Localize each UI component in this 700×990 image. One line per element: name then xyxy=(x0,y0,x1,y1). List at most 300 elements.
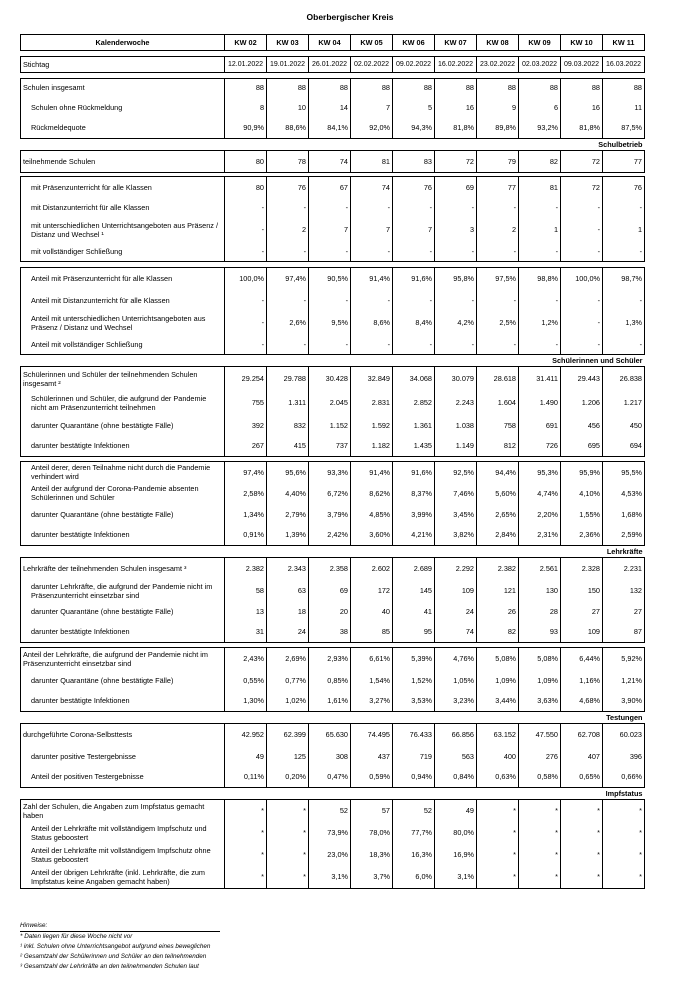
cell-value: 97,4% xyxy=(225,462,267,483)
cell-value: 91,4% xyxy=(351,462,393,483)
row-label: darunter Lehrkräfte, die aufgrund der Pandemie nicht im Präsenzunterricht einsetzbar sind xyxy=(21,580,225,602)
cell-value: 77 xyxy=(477,177,519,198)
row-label: Lehrkräfte der teilnehmenden Schulen insgesamt ³ xyxy=(21,558,225,580)
cell-value: 2,36% xyxy=(561,525,603,546)
cell-value: - xyxy=(435,198,477,218)
cell-value: 73,9% xyxy=(309,822,351,844)
cell-value: - xyxy=(393,290,435,311)
cell-value: 72 xyxy=(435,151,477,173)
cell-value: - xyxy=(603,198,645,218)
cell-value: 95,3% xyxy=(519,462,561,483)
cell-value: 1 xyxy=(519,218,561,242)
cell-value: * xyxy=(477,822,519,844)
cell-value: 72 xyxy=(561,177,603,198)
cell-value: 2 xyxy=(267,218,309,242)
cell-value: 78 xyxy=(267,151,309,173)
cell-value: - xyxy=(225,311,267,335)
cell-value: 2.602 xyxy=(351,558,393,580)
cell-value: 1,39% xyxy=(267,525,309,546)
cell-value: 87 xyxy=(603,622,645,643)
cell-value: - xyxy=(477,335,519,355)
cell-value: * xyxy=(561,866,603,889)
row-label: Anteil der positiven Testergebnisse xyxy=(21,767,225,788)
column-header-week: KW 07 xyxy=(435,35,477,51)
cell-value: 3,53% xyxy=(393,691,435,712)
footnote: ³ Gesamtzahl der Lehrkräfte an den teilnehmenden Schulen laut xyxy=(20,963,199,970)
cell-value: 69 xyxy=(435,177,477,198)
cell-value: 8 xyxy=(225,97,267,118)
stichtag-date: 16.02.2022 xyxy=(435,57,477,73)
cell-value: 4,76% xyxy=(435,648,477,670)
section-row xyxy=(21,712,645,724)
cell-value: 91,6% xyxy=(393,462,435,483)
stichtag-date: 02.03.2022 xyxy=(519,57,561,73)
cell-value: 9,5% xyxy=(309,311,351,335)
table-row xyxy=(21,822,645,844)
cell-value: 832 xyxy=(267,415,309,436)
cell-value: 132 xyxy=(603,580,645,602)
cell-value: 2,6% xyxy=(267,311,309,335)
cell-value: 88 xyxy=(225,79,267,97)
cell-value: 32.849 xyxy=(351,367,393,391)
cell-value: 29.788 xyxy=(267,367,309,391)
cell-value: * xyxy=(603,800,645,822)
row-label: mit Distanzunterricht für alle Klassen xyxy=(21,198,225,218)
cell-value: 29.254 xyxy=(225,367,267,391)
cell-value: - xyxy=(309,335,351,355)
cell-value: * xyxy=(561,844,603,866)
cell-value: 98,7% xyxy=(603,268,645,290)
row-label: darunter bestätigte Infektionen xyxy=(21,525,225,546)
cell-value: 7 xyxy=(351,97,393,118)
cell-value: 97,5% xyxy=(477,268,519,290)
cell-value: 2.852 xyxy=(393,391,435,415)
cell-value: 95,8% xyxy=(435,268,477,290)
cell-value: 4,85% xyxy=(351,504,393,525)
cell-value: 2.831 xyxy=(351,391,393,415)
cell-value: - xyxy=(477,242,519,262)
cell-value: 1.217 xyxy=(603,391,645,415)
cell-value: - xyxy=(561,311,603,335)
cell-value: - xyxy=(393,198,435,218)
cell-value: 8,37% xyxy=(393,483,435,504)
table-row xyxy=(21,415,645,436)
row-label: Anteil mit Distanzunterricht für alle Klassen xyxy=(21,290,225,311)
cell-value: - xyxy=(267,242,309,262)
cell-value: 2,79% xyxy=(267,504,309,525)
stichtag-date: 02.02.2022 xyxy=(351,57,393,73)
cell-value: 1,3% xyxy=(603,311,645,335)
cell-value: 77,7% xyxy=(393,822,435,844)
cell-value: 6,72% xyxy=(309,483,351,504)
cell-value: 1,30% xyxy=(225,691,267,712)
cell-value: 95,5% xyxy=(603,462,645,483)
cell-value: 4,68% xyxy=(561,691,603,712)
section-title-impfstatus: Impfstatus xyxy=(605,789,643,798)
cell-value: 2,31% xyxy=(519,525,561,546)
table-row xyxy=(21,118,645,139)
row-label: Anteil mit Präsenzunterricht für alle Klassen xyxy=(21,268,225,290)
cell-value: * xyxy=(225,800,267,822)
cell-value: 2.689 xyxy=(393,558,435,580)
cell-value: 18,3% xyxy=(351,844,393,866)
cell-value: - xyxy=(561,218,603,242)
cell-value: 2.358 xyxy=(309,558,351,580)
cell-value: 5,08% xyxy=(477,648,519,670)
row-label: Schulen ohne Rückmeldung xyxy=(21,97,225,118)
cell-value: 94,4% xyxy=(477,462,519,483)
cell-value: 1,02% xyxy=(267,691,309,712)
cell-value: 94,3% xyxy=(393,118,435,139)
row-label: Anteil mit unterschiedlichen Unterrichtsangeboten aus Präsenz / Distanz und Wechsel xyxy=(21,311,225,335)
cell-value: 2.382 xyxy=(225,558,267,580)
cell-value: 92,0% xyxy=(351,118,393,139)
table-row xyxy=(21,844,645,866)
cell-value: 407 xyxy=(561,746,603,767)
cell-value: 42.952 xyxy=(225,724,267,746)
cell-value: 437 xyxy=(351,746,393,767)
cell-value: 52 xyxy=(309,800,351,822)
cell-value: 7,46% xyxy=(435,483,477,504)
table-row xyxy=(21,335,645,355)
cell-value: 400 xyxy=(477,746,519,767)
cell-value: 82 xyxy=(477,622,519,643)
cell-value: 80,0% xyxy=(435,822,477,844)
footnote-heading: Hinweise: xyxy=(20,922,48,929)
cell-value: 0,55% xyxy=(225,670,267,691)
cell-value: - xyxy=(477,198,519,218)
cell-value: 0,65% xyxy=(561,767,603,788)
cell-value: 1,68% xyxy=(603,504,645,525)
row-label: Anteil der übrigen Lehrkräfte (inkl. Lehrkräfte, die zum Impfstatus keine Angaben gemacht haben) xyxy=(21,866,225,889)
section-title-schueler: Schülerinnen und Schüler xyxy=(552,356,643,365)
cell-value: 0,20% xyxy=(267,767,309,788)
column-header-week: KW 06 xyxy=(393,35,435,51)
section-row xyxy=(21,788,645,800)
cell-value: 5 xyxy=(393,97,435,118)
column-header-week: KW 05 xyxy=(351,35,393,51)
cell-value: - xyxy=(393,335,435,355)
stichtag-date: 12.01.2022 xyxy=(225,57,267,73)
cell-value: 3,1% xyxy=(309,866,351,889)
section-title-testungen: Testungen xyxy=(606,713,643,722)
cell-value: 1.604 xyxy=(477,391,519,415)
cell-value: 0,47% xyxy=(309,767,351,788)
column-header-week: KW 08 xyxy=(477,35,519,51)
cell-value: 1,52% xyxy=(393,670,435,691)
cell-value: 89,8% xyxy=(477,118,519,139)
cell-value: 88,6% xyxy=(267,118,309,139)
cell-value: * xyxy=(477,844,519,866)
cell-value: 30.079 xyxy=(435,367,477,391)
cell-value: - xyxy=(351,335,393,355)
cell-value: - xyxy=(603,335,645,355)
cell-value: 14 xyxy=(309,97,351,118)
cell-value: 121 xyxy=(477,580,519,602)
cell-value: 0,59% xyxy=(351,767,393,788)
column-header-week: KW 04 xyxy=(309,35,351,51)
cell-value: - xyxy=(519,335,561,355)
stichtag-row xyxy=(21,57,645,73)
cell-value: 16 xyxy=(435,97,477,118)
cell-value: * xyxy=(267,866,309,889)
cell-value: 92,5% xyxy=(435,462,477,483)
cell-value: 1.149 xyxy=(435,436,477,457)
section-row xyxy=(21,139,645,151)
cell-value: * xyxy=(561,800,603,822)
stichtag-label: Stichtag xyxy=(21,57,225,73)
cell-value: 7 xyxy=(309,218,351,242)
table-row xyxy=(21,558,645,580)
cell-value: 0,91% xyxy=(225,525,267,546)
section-row xyxy=(21,355,645,367)
row-label: mit Präsenzunterricht für alle Klassen xyxy=(21,177,225,198)
cell-value: 6,61% xyxy=(351,648,393,670)
cell-value: * xyxy=(519,844,561,866)
cell-value: 62.708 xyxy=(561,724,603,746)
table-row xyxy=(21,746,645,767)
cell-value: 1.592 xyxy=(351,415,393,436)
cell-value: 9 xyxy=(477,97,519,118)
cell-value: 88 xyxy=(309,79,351,97)
cell-value: 74 xyxy=(435,622,477,643)
cell-value: 76 xyxy=(393,177,435,198)
row-label: Schulen insgesamt xyxy=(21,79,225,97)
table-row xyxy=(21,218,645,242)
row-label: Anteil der aufgrund der Corona-Pandemie absenten Schülerinnen und Schüler xyxy=(21,483,225,504)
cell-value: * xyxy=(603,866,645,889)
cell-value: 62.399 xyxy=(267,724,309,746)
column-header-week: KW 09 xyxy=(519,35,561,51)
table-row xyxy=(21,504,645,525)
cell-value: 392 xyxy=(225,415,267,436)
cell-value: 24 xyxy=(267,622,309,643)
table-row xyxy=(21,800,645,822)
table-row xyxy=(21,436,645,457)
cell-value: 76 xyxy=(267,177,309,198)
cell-value: 67 xyxy=(309,177,351,198)
cell-value: - xyxy=(561,198,603,218)
cell-value: 81,8% xyxy=(561,118,603,139)
cell-value: 65.630 xyxy=(309,724,351,746)
cell-value: 3,1% xyxy=(435,866,477,889)
cell-value: * xyxy=(267,844,309,866)
stichtag-date: 23.02.2022 xyxy=(477,57,519,73)
table-row xyxy=(21,670,645,691)
cell-value: 13 xyxy=(225,602,267,622)
cell-value: 40 xyxy=(351,602,393,622)
cell-value: 93,3% xyxy=(309,462,351,483)
row-label: Anteil derer, deren Teilnahme nicht durch die Pandemie verhindert wird xyxy=(21,462,225,483)
stichtag-date: 26.01.2022 xyxy=(309,57,351,73)
cell-value: 2,59% xyxy=(603,525,645,546)
cell-value: - xyxy=(393,242,435,262)
cell-value: 29.443 xyxy=(561,367,603,391)
data-table xyxy=(20,34,645,889)
cell-value: 97,4% xyxy=(267,268,309,290)
cell-value: 2,58% xyxy=(225,483,267,504)
cell-value: 49 xyxy=(225,746,267,767)
cell-value: 91,6% xyxy=(393,268,435,290)
stichtag-date: 19.01.2022 xyxy=(267,57,309,73)
cell-value: 100,0% xyxy=(561,268,603,290)
cell-value: 7 xyxy=(351,218,393,242)
row-label: darunter Quarantäne (ohne bestätigte Fälle) xyxy=(21,504,225,525)
cell-value: 2.243 xyxy=(435,391,477,415)
cell-value: 172 xyxy=(351,580,393,602)
cell-value: 24 xyxy=(435,602,477,622)
cell-value: 758 xyxy=(477,415,519,436)
cell-value: 91,4% xyxy=(351,268,393,290)
cell-value: 6 xyxy=(519,97,561,118)
row-label: Rückmeldequote xyxy=(21,118,225,139)
cell-value: 10 xyxy=(267,97,309,118)
stichtag-date: 16.03.2022 xyxy=(603,57,645,73)
table-row xyxy=(21,79,645,97)
cell-value: 2,84% xyxy=(477,525,519,546)
cell-value: 109 xyxy=(561,622,603,643)
cell-value: 74.495 xyxy=(351,724,393,746)
section-title-lehrkraefte: Lehrkräfte xyxy=(606,547,643,556)
cell-value: 88 xyxy=(351,79,393,97)
cell-value: 3,63% xyxy=(519,691,561,712)
table-row xyxy=(21,602,645,622)
cell-value: 88 xyxy=(603,79,645,97)
cell-value: 2,42% xyxy=(309,525,351,546)
cell-value: * xyxy=(267,822,309,844)
cell-value: 57 xyxy=(351,800,393,822)
cell-value: 83 xyxy=(393,151,435,173)
cell-value: 267 xyxy=(225,436,267,457)
column-header-week: KW 03 xyxy=(267,35,309,51)
cell-value: 5,92% xyxy=(603,648,645,670)
cell-value: 3,79% xyxy=(309,504,351,525)
row-label: Anteil der Lehrkräfte mit vollständigem Impfschutz ohne Status geboostert xyxy=(21,844,225,866)
row-label: darunter bestätigte Infektionen xyxy=(21,691,225,712)
cell-value: 87,5% xyxy=(603,118,645,139)
page-title: Oberbergischer Kreis xyxy=(306,12,394,22)
cell-value: - xyxy=(267,335,309,355)
row-label: durchgeführte Corona-Selbsttests xyxy=(21,724,225,746)
cell-value: 90,9% xyxy=(225,118,267,139)
cell-value: 4,74% xyxy=(519,483,561,504)
cell-value: 3,82% xyxy=(435,525,477,546)
cell-value: - xyxy=(351,242,393,262)
cell-value: 72 xyxy=(561,151,603,173)
cell-value: 66.856 xyxy=(435,724,477,746)
table-row xyxy=(21,242,645,262)
cell-value: 1.490 xyxy=(519,391,561,415)
cell-value: 98,8% xyxy=(519,268,561,290)
cell-value: * xyxy=(561,822,603,844)
cell-value: 76 xyxy=(603,177,645,198)
cell-value: - xyxy=(225,198,267,218)
cell-value: * xyxy=(225,822,267,844)
cell-value: 0,84% xyxy=(435,767,477,788)
table-row xyxy=(21,525,645,546)
cell-value: 8,62% xyxy=(351,483,393,504)
cell-value: 77 xyxy=(603,151,645,173)
cell-value: 31 xyxy=(225,622,267,643)
cell-value: - xyxy=(561,290,603,311)
cell-value: 5,60% xyxy=(477,483,519,504)
row-label: darunter Quarantäne (ohne bestätigte Fälle) xyxy=(21,602,225,622)
table-row xyxy=(21,391,645,415)
cell-value: 1,21% xyxy=(603,670,645,691)
cell-value: 1,34% xyxy=(225,504,267,525)
cell-value: 3 xyxy=(435,218,477,242)
column-header-week: KW 02 xyxy=(225,35,267,51)
cell-value: 1,55% xyxy=(561,504,603,525)
cell-value: 16,3% xyxy=(393,844,435,866)
cell-value: * xyxy=(267,800,309,822)
cell-value: 5,39% xyxy=(393,648,435,670)
cell-value: 1,05% xyxy=(435,670,477,691)
cell-value: 28.618 xyxy=(477,367,519,391)
cell-value: 145 xyxy=(393,580,435,602)
cell-value: 47.550 xyxy=(519,724,561,746)
cell-value: - xyxy=(519,242,561,262)
cell-value: - xyxy=(477,290,519,311)
cell-value: 80 xyxy=(225,151,267,173)
cell-value: 27 xyxy=(561,602,603,622)
cell-value: 0,66% xyxy=(603,767,645,788)
cell-value: 41 xyxy=(393,602,435,622)
cell-value: 81 xyxy=(519,177,561,198)
cell-value: - xyxy=(309,290,351,311)
cell-value: 0,77% xyxy=(267,670,309,691)
cell-value: 7 xyxy=(393,218,435,242)
table-row xyxy=(21,691,645,712)
cell-value: 20 xyxy=(309,602,351,622)
cell-value: 1,09% xyxy=(519,670,561,691)
table-row xyxy=(21,198,645,218)
cell-value: 2.231 xyxy=(603,558,645,580)
cell-value: 2.292 xyxy=(435,558,477,580)
cell-value: 1.435 xyxy=(393,436,435,457)
cell-value: 1,54% xyxy=(351,670,393,691)
cell-value: 1,61% xyxy=(309,691,351,712)
cell-value: 26 xyxy=(477,602,519,622)
cell-value: 3,44% xyxy=(477,691,519,712)
cell-value: 60.023 xyxy=(603,724,645,746)
cell-value: 755 xyxy=(225,391,267,415)
cell-value: 2 xyxy=(477,218,519,242)
cell-value: 3,90% xyxy=(603,691,645,712)
table-row xyxy=(21,462,645,483)
cell-value: 726 xyxy=(519,436,561,457)
cell-value: * xyxy=(519,822,561,844)
table-row xyxy=(21,367,645,391)
cell-value: 396 xyxy=(603,746,645,767)
table-row xyxy=(21,177,645,198)
cell-value: 88 xyxy=(435,79,477,97)
cell-value: 74 xyxy=(351,177,393,198)
cell-value: 95 xyxy=(393,622,435,643)
cell-value: - xyxy=(435,242,477,262)
cell-value: 2.045 xyxy=(309,391,351,415)
cell-value: 1 xyxy=(603,218,645,242)
cell-value: 109 xyxy=(435,580,477,602)
cell-value: 3,7% xyxy=(351,866,393,889)
cell-value: 2,69% xyxy=(267,648,309,670)
table-row xyxy=(21,648,645,670)
cell-value: 125 xyxy=(267,746,309,767)
cell-value: 1.182 xyxy=(351,436,393,457)
table-row xyxy=(21,97,645,118)
cell-value: 4,2% xyxy=(435,311,477,335)
cell-value: - xyxy=(435,335,477,355)
